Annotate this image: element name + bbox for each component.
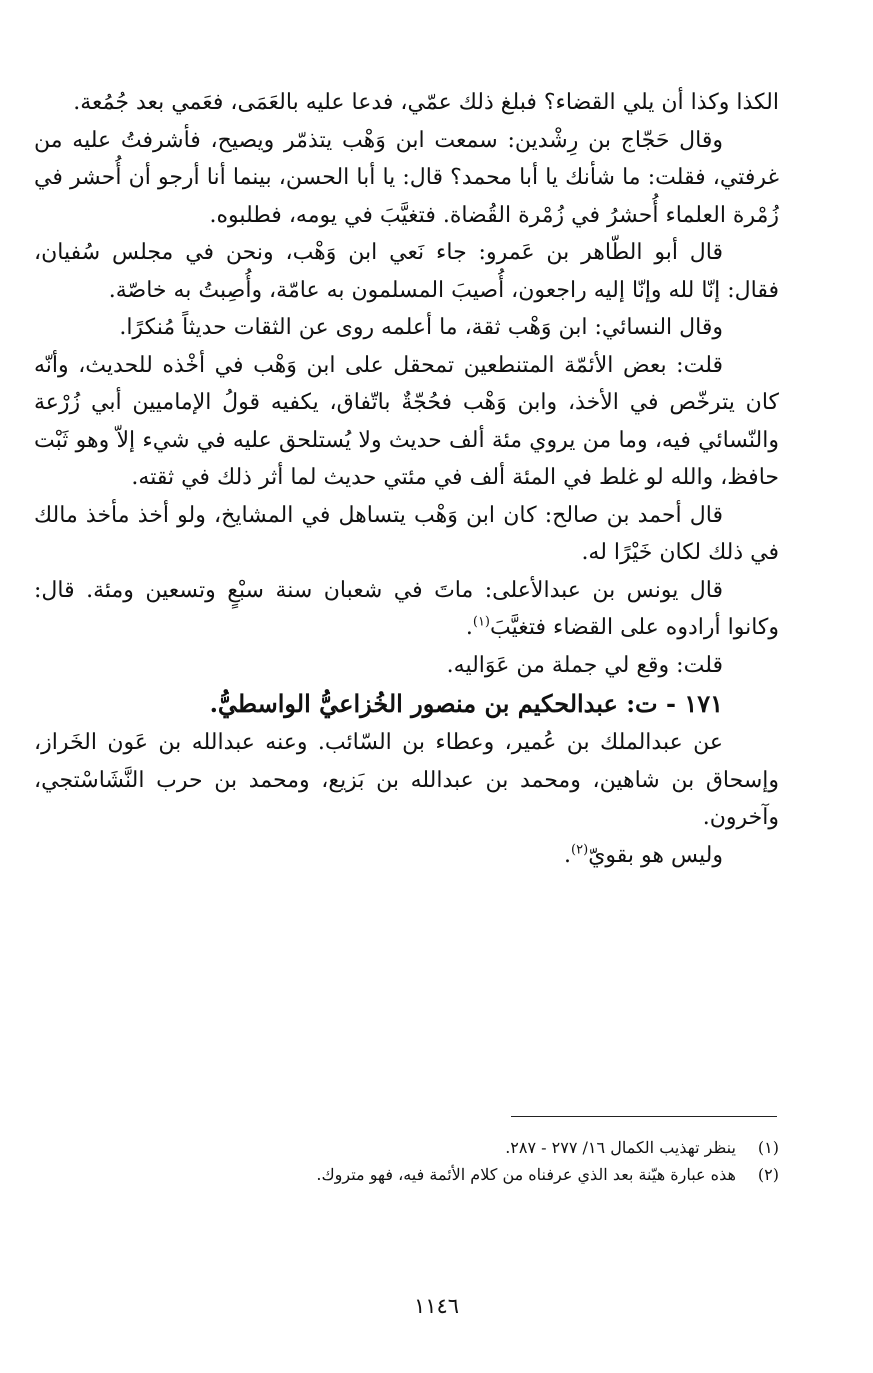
footnote-1 — [34, 1134, 779, 1161]
page-number: ١١٤٦ — [413, 1294, 460, 1318]
footnote-2 — [34, 1161, 779, 1188]
paragraph-10-end: . — [564, 842, 572, 868]
footnote-ref-2[interactable]: (٢) — [571, 842, 589, 858]
paragraph-10-text: وليس هو بقويّ — [588, 842, 723, 868]
paragraph-4: وقال النسائي: ابن وَهْب ثقة، ما أعلمه روى عن الثقات حديثاً مُنكرًا. — [119, 315, 723, 340]
entry-heading: ١٧١ - ت: عبدالحكيم بن منصور الخُزاعيُّ الواسطيُّ. — [209, 689, 723, 718]
footnote-text: هذه عبارة هيّنة بعد الذي عرفناه من كلام الأئمة فيه، فهو متروك. — [316, 1165, 736, 1184]
paragraph-6: قال أحمد بن صالح: كان ابن وَهْب يتساهل في المشايخ، ولو أخذ مأخذ مالك في ذلك لكان خَيْرًا له. — [34, 502, 779, 565]
paragraph-7-text: قال يونس بن عبدالأعلى: ماتَ في شعبان سنة سبْعٍ وتسعين ومئة. قال: وكانوا أرادوه على القضاء فتغيَّبَ — [34, 577, 779, 640]
paragraph-5: قلت: بعض الأئمّة المتنطعين تمحقل على ابن وَهْب في أخْذه للحديث، وأنّه كان يترخّص في الأخذ، وابن وَهْب فحُجّةٌ باتّفاق، يكفيه قولُ الإماميين أبي زُرْعة والنّسائي فيه، وما من يروي مئة ألف حديث ولا يُستلحق عليه في شيء إلاّ وهو ثَبْت حافظ، والله لو غلط في المئة ألف في مئتي حديث لما أثر ذلك في ثقته. — [34, 352, 779, 490]
paragraph-9: عن عبدالملك بن عُمير، وعطاء بن السّائب. وعنه عبدالله بن عَون الخَراز، وإسحاق بن شاهين، ومحمد بن عبدالله بن بَزيع، ومحمد بن حرب النَّشَاسْتجي، وآخرون. — [34, 730, 779, 830]
paragraph-3: قال أبو الطّاهر بن عَمرو: جاء نَعي ابن وَهْب، ونحن في مجلس سُفيان، فقال: إنّا لله وإنّا إليه راجعون، أُصيبَ المسلمون به عامّة، وأُصِبتُ به خاصّة. — [34, 240, 779, 303]
paragraph-1: الكذا وكذا أن يلي القضاء؟ فبلغ ذلك عمّي، فدعا عليه بالعَمَى، فعَمي بعد جُمُعة. — [73, 90, 779, 115]
paragraph-7-end: . — [465, 615, 473, 640]
footnote-number: (٢) — [757, 1165, 779, 1184]
footnote-ref-1[interactable]: (١) — [472, 614, 490, 630]
main-text — [34, 84, 779, 874]
paragraph-10 — [34, 837, 779, 875]
footnote-text: ينظر تهذيب الكمال ١٦/ ٢٧٧ - ٢٨٧. — [505, 1138, 736, 1157]
paragraph-2: وقال حَجّاج بن رِشْدين: سمعت ابن وَهْب يتذمّر ويصيح، فأشرفتُ عليه من غرفتي، فقلت: ما شأنك يا أبا محمد؟ قال: يا أبا الحسن، بينما أنا أرجو أن أُحشر في زُمْرة العلماء أُحشرُ في زُمْرة القُضاة. فتغيَّبَ في يومه، فطلبوه. — [34, 127, 779, 228]
footnote-divider — [511, 1116, 777, 1117]
paragraph-7 — [34, 572, 779, 647]
footnotes — [34, 1134, 779, 1188]
paragraph-8: قلت: وقع لي جملة من عَوَاليه. — [446, 652, 723, 678]
footnote-number: (١) — [757, 1138, 779, 1157]
